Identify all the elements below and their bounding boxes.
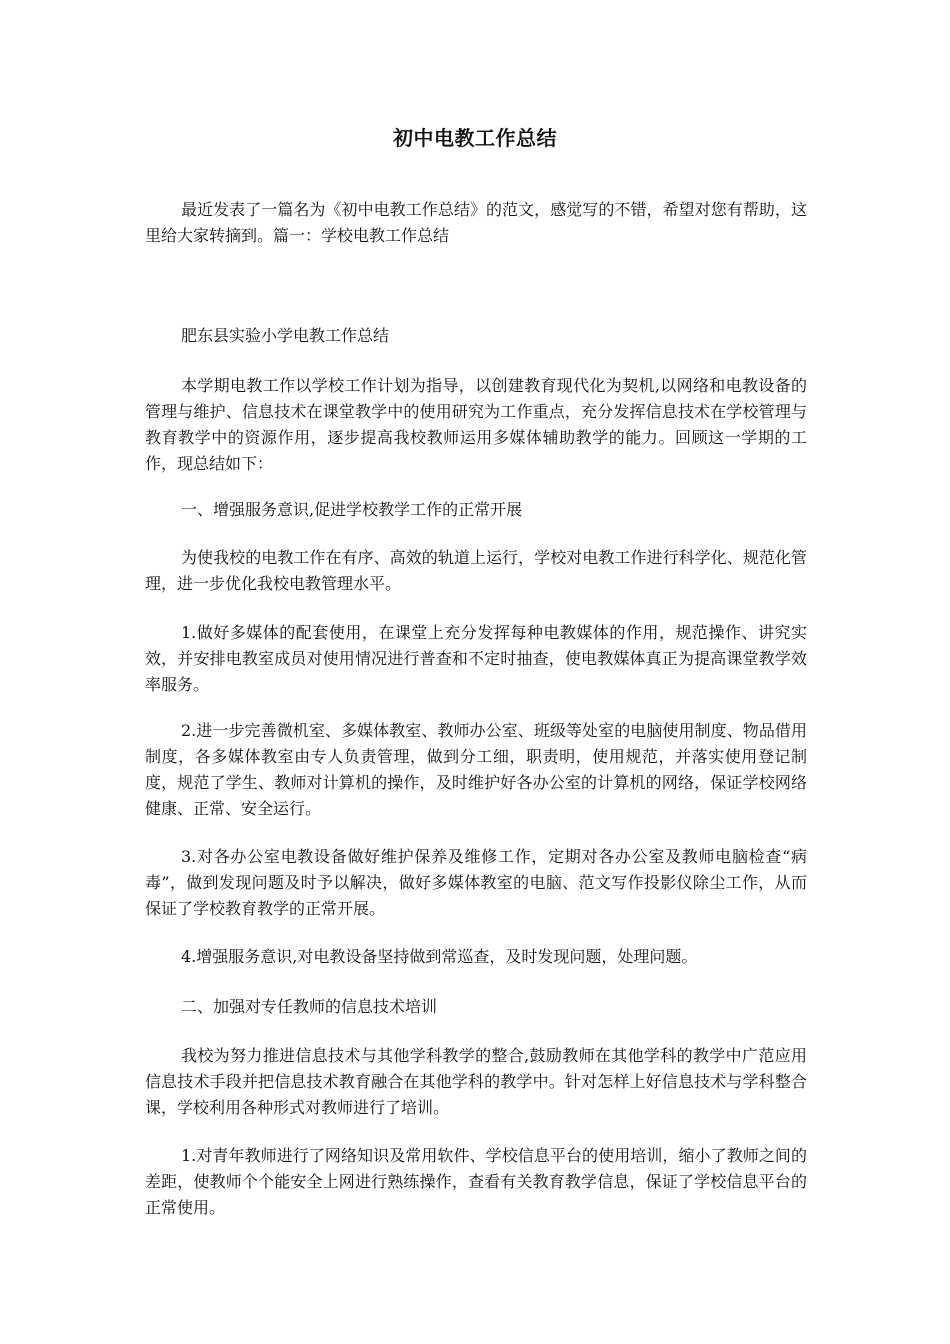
paragraph-item-4: 4.增强服务意识,对电教设备坚持做到常巡查，及时发现问题，处理问题。 — [181, 947, 698, 966]
paragraph-school-name: 肥东县实验小学电教工作总结 — [181, 326, 390, 345]
paragraph-intro: 最近发表了一篇名为《初中电教工作总结》的范文，感觉写的不错，希望对您有帮助，这里给大家转摘到。篇一：学校电教工作总结 — [145, 200, 807, 245]
paragraph-overview: 本学期电教工作以学校工作计划为指导，以创建教育现代化为契机,以网络和电教设备的管理与维护、信息技术在课堂教学中的使用研究为工作重点，充分发挥信息技术在学校管理与教育教学中的资源作用，逐步提高我校教师运用多媒体辅助教学的能力。回顾这一学期的工作，现总结如下： — [145, 376, 807, 473]
paragraph-item-1: 1.做好多媒体的配套使用，在课堂上充分发挥每种电教媒体的作用，规范操作、讲究实效，并安排电教室成员对使用情况进行普查和不定时抽查，使电教媒体真正为提高课堂教学效率服务。 — [145, 623, 807, 694]
section-heading-2: 二、加强对专任教师的信息技术培训 — [181, 997, 438, 1016]
paragraph-item-3: 3.对各办公室电教设备做好维护保养及维修工作，定期对各办公室及教师电脑检查“病毒”，做到发现问题及时予以解决，做好多媒体教室的电脑、范文写作投影仪除尘工作，从而保证了学校教育教学的正常开展。 — [145, 847, 807, 918]
paragraph-item-2: 2.进一步完善微机室、多媒体教室、教师办公室、班级等处室的电脑使用制度、物品借用制度，各多媒体教室由专人负责管理，做到分工细，职责明，使用规范，并落实使用登记制度，规范了学生、教师对计算机的操作，及时维护好各办公室的计算机的网络，保证学校网络健康、正常、安全运行。 — [145, 721, 807, 818]
paragraph-training-item-1: 1.对青年教师进行了网络知识及常用软件、学校信息平台的使用培训，缩小了教师之间的差距，使教师个个能安全上网进行熟练操作，查看有关教育教学信息，保证了学校信息平台的正常使用。 — [145, 1146, 807, 1217]
paragraph-training: 我校为努力推进信息技术与其他学科教学的整合,鼓励教师在其他学科的教学中广范应用信息技术手段并把信息技术教育融合在其他学科的教学中。针对怎样上好信息技术与学科整合课，学校利用各种形式对教师进行了培训。 — [145, 1046, 807, 1117]
section-heading-1: 一、增强服务意识,促进学校教学工作的正常开展 — [181, 500, 523, 519]
paragraph-management: 为使我校的电教工作在有序、高效的轨道上运行，学校对电教工作进行科学化、规范化管理，进一步优化我校电教管理水平。 — [145, 548, 807, 593]
document-title: 初中电教工作总结 — [393, 126, 557, 150]
